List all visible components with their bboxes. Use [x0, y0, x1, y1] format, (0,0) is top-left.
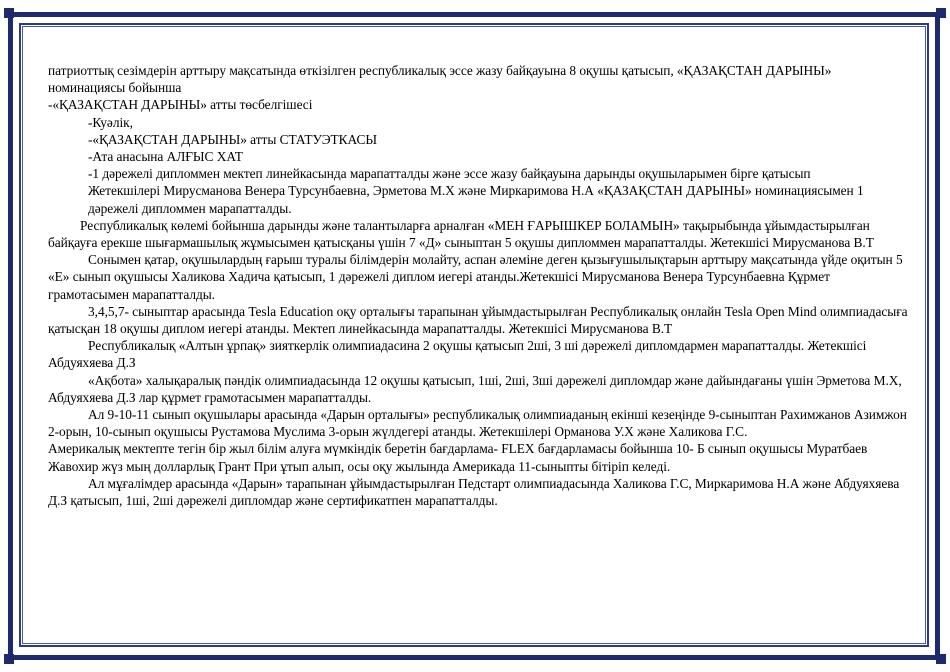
list-item: -1 дәрежелі дипломмен мектеп линейкасында марапатталды және эссе жазу байқауына дарынды оқушыларымен бірге қатысып: [88, 166, 811, 182]
border-corner-ornament: [936, 654, 946, 664]
paragraph: Америкалық мектепте тегін бір жыл білім алуға мүмкіндік беретін бағдарлама- FLEX бағдарламасы бойынша 10- Б сынып оқушысы Муратбаев Жавохир жүз мың долларлық Грант При ұтып алып, осы оқу жылында Америкада 11-сыныпты бітіріп келеді.: [48, 441, 868, 474]
paragraph: -«ҚАЗАҚСТАН ДАРЫНЫ» атты төсбелгішесі: [48, 97, 313, 113]
list-item: -«ҚАЗАҚСТАН ДАРЫНЫ» атты СТАТУЭТКАСЫ: [88, 131, 378, 147]
paragraph: патриоттық сезімдерін арттыру мақсатында өткізілген республикалық эссе жазу байқауына 8 оқушы қатысып, «ҚАЗАҚСТАН ДАРЫНЫ» номинациясы бойынша: [48, 63, 832, 96]
document-body: [48, 62, 910, 628]
paragraph: Республикалық «Алтын ұрпақ» зияткерлік олимпиадасина 2 оқушы қатысып 2ші, 3 ші дәрежелі дипломдармен марапатталды. Жетекшісі Абдуяхяева Д.З: [48, 338, 867, 371]
border-corner-ornament: [4, 654, 14, 664]
paragraph: Сонымен қатар, оқушылардың ғарыш туралы білімдерін молайту, аспан әлеміне деген қызығушылықтарын арттыру мақсатында үйде оқитын 5 «Е» сынып оқушысы Халикова Хадича қатысып, 1 дәрежелі диплом иегері атанды.Жетекшісі Мирусманова Венера Турсунбаевна Құрмет грамотасымен марапатталды.: [48, 252, 903, 302]
list-item: -Ата анасына АЛҒЫС ХАТ: [88, 149, 243, 165]
border-corner-ornament: [4, 8, 14, 18]
paragraph: Республикалық көлемі бойынша дарынды және талантыларға арналған «МЕН ҒАРЫШКЕР БОЛАМЫН» тақырыбында ұйымдастырылған байқауға ерекше шығармашылық жұмысымен қатысқаны үшін 7 «Д» сыныптан 5 оқушы дипломмен марапатталды. Жетекшісі Мирусманова В.Т: [48, 217, 874, 251]
border-corner-ornament: [936, 8, 946, 18]
paragraph: Ал мұғалімдер арасында «Дарын» тарапынан ұйымдастырылған Педстарт олимпиадасында Халикова Г.С, Миркаримова Н.А және Абдуяхяева Д.З қатысып, 1ші, 2ші дәрежелі дипломдар және сертификатпен марапатталды.: [48, 475, 900, 509]
paragraph: «Ақбота» халықаралық пәндік олимпиадасында 12 оқушы қатысып, 1ші, 2ші, 3ші дәрежелі дипломдар және дайындағаны үшін Эрметова М.Х, Абдуяхяева Д.З лар құрмет грамотасымен марапатталды.: [48, 372, 902, 405]
list-item: -Куәлік,: [88, 114, 133, 130]
paragraph: 3,4,5,7- сыныптар арасында Tesla Education оқу орталығы тарапынан ұйымдастырылған Республикалық онлайн Tesla Open Mind олимпиадасыға қатысқан 18 оқушы диплом иегері атанды. Мектеп линейкасында марапатталды. Жетекшісі Мирусманова В.Т: [48, 303, 908, 337]
paragraph: Жетекшілері Мирусманова Венера Турсунбаевна, Эрметова М.Х және Миркаримова Н.А «ҚАЗАҚСТАН ДАРЫНЫ» номинациясымен 1 дәрежелі дипломмен марапатталды.: [88, 183, 864, 216]
paragraph: Ал 9-10-11 сынып оқушылары арасында «Дарын орталығы» республикалық олимпиаданың екінші кезеңінде 9-сыныптан Рахимжанов Азимжон 2-орын, 10-сынып оқушысы Рустамова Муслима 3-орын жүлдегері атанды. Жетекшілері Орманова У.Х және Халикова Г.С.: [48, 407, 907, 440]
